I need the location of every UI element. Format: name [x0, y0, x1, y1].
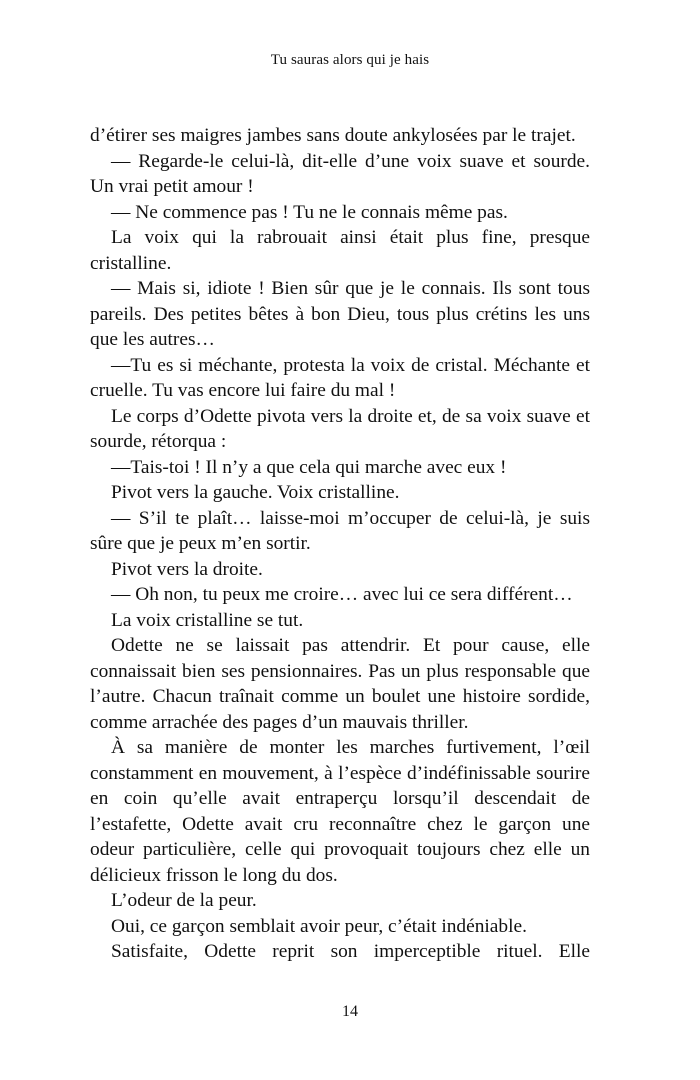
- paragraph: — S’il te plaît… laisse-moi m’occuper de celui-là, je suis sûre que je peux m’en sortir.: [90, 507, 590, 554]
- paragraph: À sa manière de monter les marches furtivement, l’œil constamment en mouvement, à l’espèce d’indéfinissable sourire en coin qu’elle avait entraperçu lorsqu’il descendait de l’estafette, Odette avait cru reconnaître chez le garçon une odeur particulière, celle qui provoquait toujours chez elle un délicieux frisson le long du dos.: [90, 737, 590, 886]
- paragraph: La voix cristalline se tut.: [111, 609, 304, 631]
- paragraph: Satisfaite, Odette reprit son imperceptible rituel. Elle: [111, 941, 590, 962]
- paragraph: — Mais si, idiote ! Bien sûr que je le connais. Ils sont tous pareils. Des petites bêtes à bon Dieu, tous plus crétins les uns que les autres…: [90, 278, 590, 350]
- paragraph: Pivot vers la gauche. Voix cristalline.: [111, 482, 400, 503]
- paragraph: Odette ne se laissait pas attendrir. Et pour cause, elle connaissait bien ses pensionnaires. Pas un plus responsable que l’autre. Chacun traînait comme un boulet une histoire sordide, comme arrachée des pages d’un mauvais thriller.: [90, 635, 590, 733]
- paragraph: La voix qui la rabrouait ainsi était plus fine, presque cristalline.: [90, 227, 590, 274]
- paragraph: —Tu es si méchante, protesta la voix de cristal. Méchante et cruelle. Tu vas encore lui faire du mal !: [90, 354, 590, 401]
- paragraph: L’odeur de la peur.: [111, 890, 257, 911]
- page-number: 14: [342, 1003, 358, 1020]
- body-text: [90, 123, 590, 965]
- paragraph: — Oh non, tu peux me croire… avec lui ce sera différent…: [111, 584, 573, 605]
- paragraph: Le corps d’Odette pivota vers la droite et, de sa voix suave et sourde, rétorqua :: [90, 405, 590, 452]
- running-head: Tu sauras alors qui je hais: [270, 52, 430, 68]
- paragraph: Pivot vers la droite.: [111, 558, 263, 580]
- paragraph: — Regarde-le celui-là, dit-elle d’une voix suave et sourde. Un vrai petit amour !: [90, 150, 590, 197]
- paragraph: Oui, ce garçon semblait avoir peur, c’était indéniable.: [111, 915, 527, 937]
- paragraph: —Tais-toi ! Il n’y a que cela qui marche avec eux !: [111, 456, 507, 478]
- paragraph: — Ne commence pas ! Tu ne le connais même pas.: [111, 201, 508, 223]
- paragraph: d’étirer ses maigres jambes sans doute ankylosées par le trajet.: [90, 125, 576, 146]
